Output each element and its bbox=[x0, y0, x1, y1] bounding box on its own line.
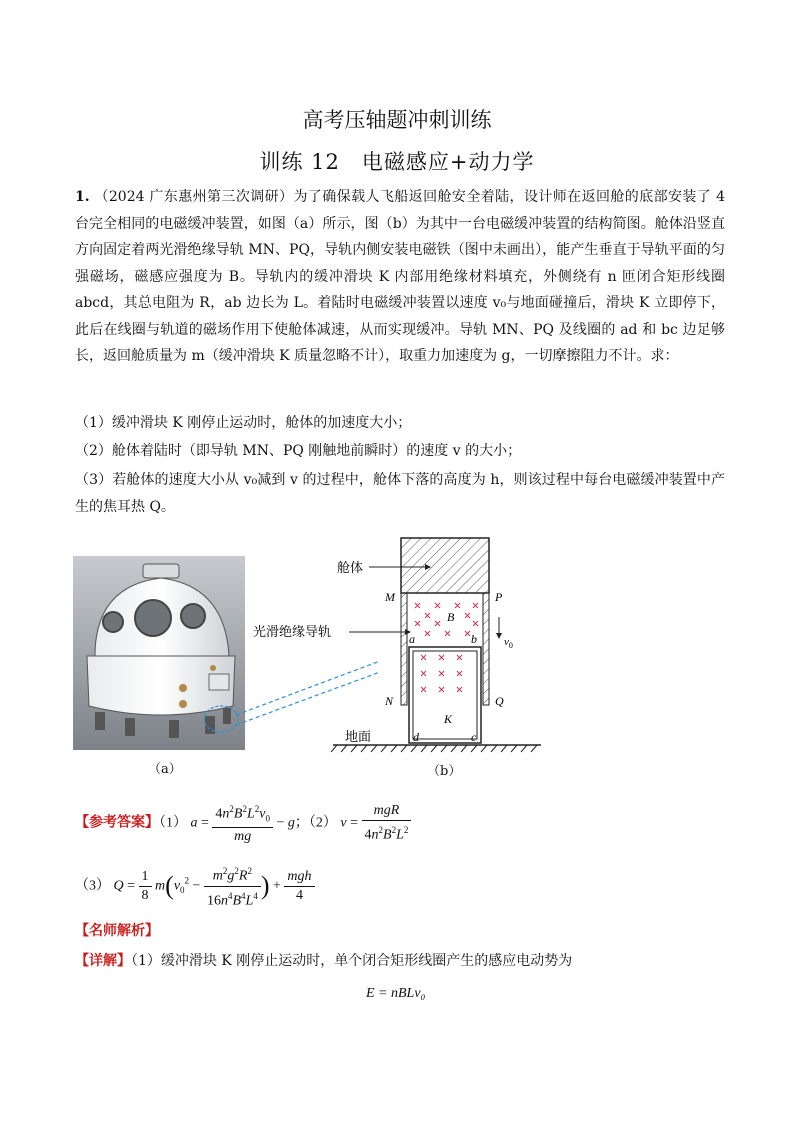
label-Q: Q bbox=[495, 694, 504, 708]
problem-number: 1. bbox=[75, 189, 90, 205]
answer-tag: 【参考答案】 bbox=[75, 815, 159, 831]
caption-b: （b） bbox=[427, 764, 462, 779]
label-B: B bbox=[447, 610, 455, 624]
answer-part-1: （1） bbox=[159, 815, 187, 831]
question-2: （2）舱体着陆时（即导轨 MN、PQ 刚触地前瞬时）的速度 v 的大小； bbox=[75, 443, 522, 459]
answer-line-1: 【参考答案】（1） a = $\frac{4n^2B^2L^2v_0}{mg}$ − g；（2） v = $\frac{\text{mgR}}{4n^2B^2L^2}$ bbox=[75, 800, 411, 846]
label-v0: $v_0$ bbox=[504, 636, 513, 650]
analysis-tag: 【名师解析】 bbox=[75, 923, 159, 939]
caption-a: （a） bbox=[148, 762, 182, 777]
label-b: b bbox=[471, 632, 477, 646]
detail-line bbox=[75, 950, 572, 970]
label-a: a bbox=[409, 632, 415, 646]
label-rail: 光滑绝缘导轨 bbox=[253, 625, 332, 640]
problem-body: （2024 广东惠州第三次调研）为了确保载人飞船返回舱安全着陆，设计师在返回舱的底部安装了 4 台完全相同的电磁缓冲装置，如图（a）所示，图（b）为其中一台电磁缓冲装置的结构简图。舱体沿竖直方向固定着两光滑绝缘导轨 MN、PQ，导轨内侧安装电磁铁（图中未画出），能产生垂直于导轨平面的匀强磁场，磁感应强度为 B。导轨内的缓冲滑块 K 内部用绝缘材料填充，外侧绕有 n 匝闭合矩形线圈 abcd，其总电阻为 R，ab 边长为 L。着陆时电磁缓冲装置以速度 v₀与地面碰撞后，滑块 K 立即停下，此后在线圈与轨道的磁场作用下使舱体减速，从而实现缓冲。导轨 MN、PQ 及线圈的 ad 和 bc 边足够长，返回舱质量为 m（缓冲滑块 K 质量忽略不计），取重力加速度为 g，一切摩擦阻力不计。求： bbox=[75, 189, 725, 364]
page-title: 高考压轴题冲刺训练 bbox=[302, 108, 492, 132]
question-1: （1）缓冲滑块 K 刚停止运动时，舱体的加速度大小； bbox=[75, 415, 412, 431]
label-K: K bbox=[444, 712, 453, 726]
answer-line-2: （3） Q = $\frac{1}{8}$ $m(v_0^2$ − $\frac{m^2g^2R^2}{16n^4B^4L^4}$ ) + $\frac{\text{mgh}}{4}$ bbox=[75, 862, 315, 910]
label-d: d bbox=[413, 730, 419, 744]
structure-diagram bbox=[253, 535, 545, 775]
label-c: c bbox=[471, 730, 477, 744]
detail-text: （1）缓冲滑块 K 刚停止运动时，单个闭合矩形线圈产生的感应电动势为 bbox=[131, 953, 573, 969]
page-subtitle: 训练 12 电磁感应+动力学 bbox=[259, 150, 535, 174]
label-N: N bbox=[385, 694, 394, 708]
detail-tag: 【详解】 bbox=[75, 953, 131, 969]
answer-part-2: ；（2） bbox=[294, 815, 337, 831]
label-body: 舱体 bbox=[337, 561, 364, 576]
label-P: P bbox=[495, 590, 503, 604]
detail-equation: E = nBLv₀ bbox=[366, 986, 426, 1001]
label-ground: 地面 bbox=[345, 730, 372, 745]
question-3: （3）若舱体的速度大小从 v₀减到 v 的过程中，舱体下落的高度为 h，则该过程中每台电磁缓冲装置中产生的焦耳热 Q。 bbox=[75, 472, 725, 515]
label-M: M bbox=[385, 590, 395, 604]
answer-part-3: （3） bbox=[75, 878, 110, 894]
